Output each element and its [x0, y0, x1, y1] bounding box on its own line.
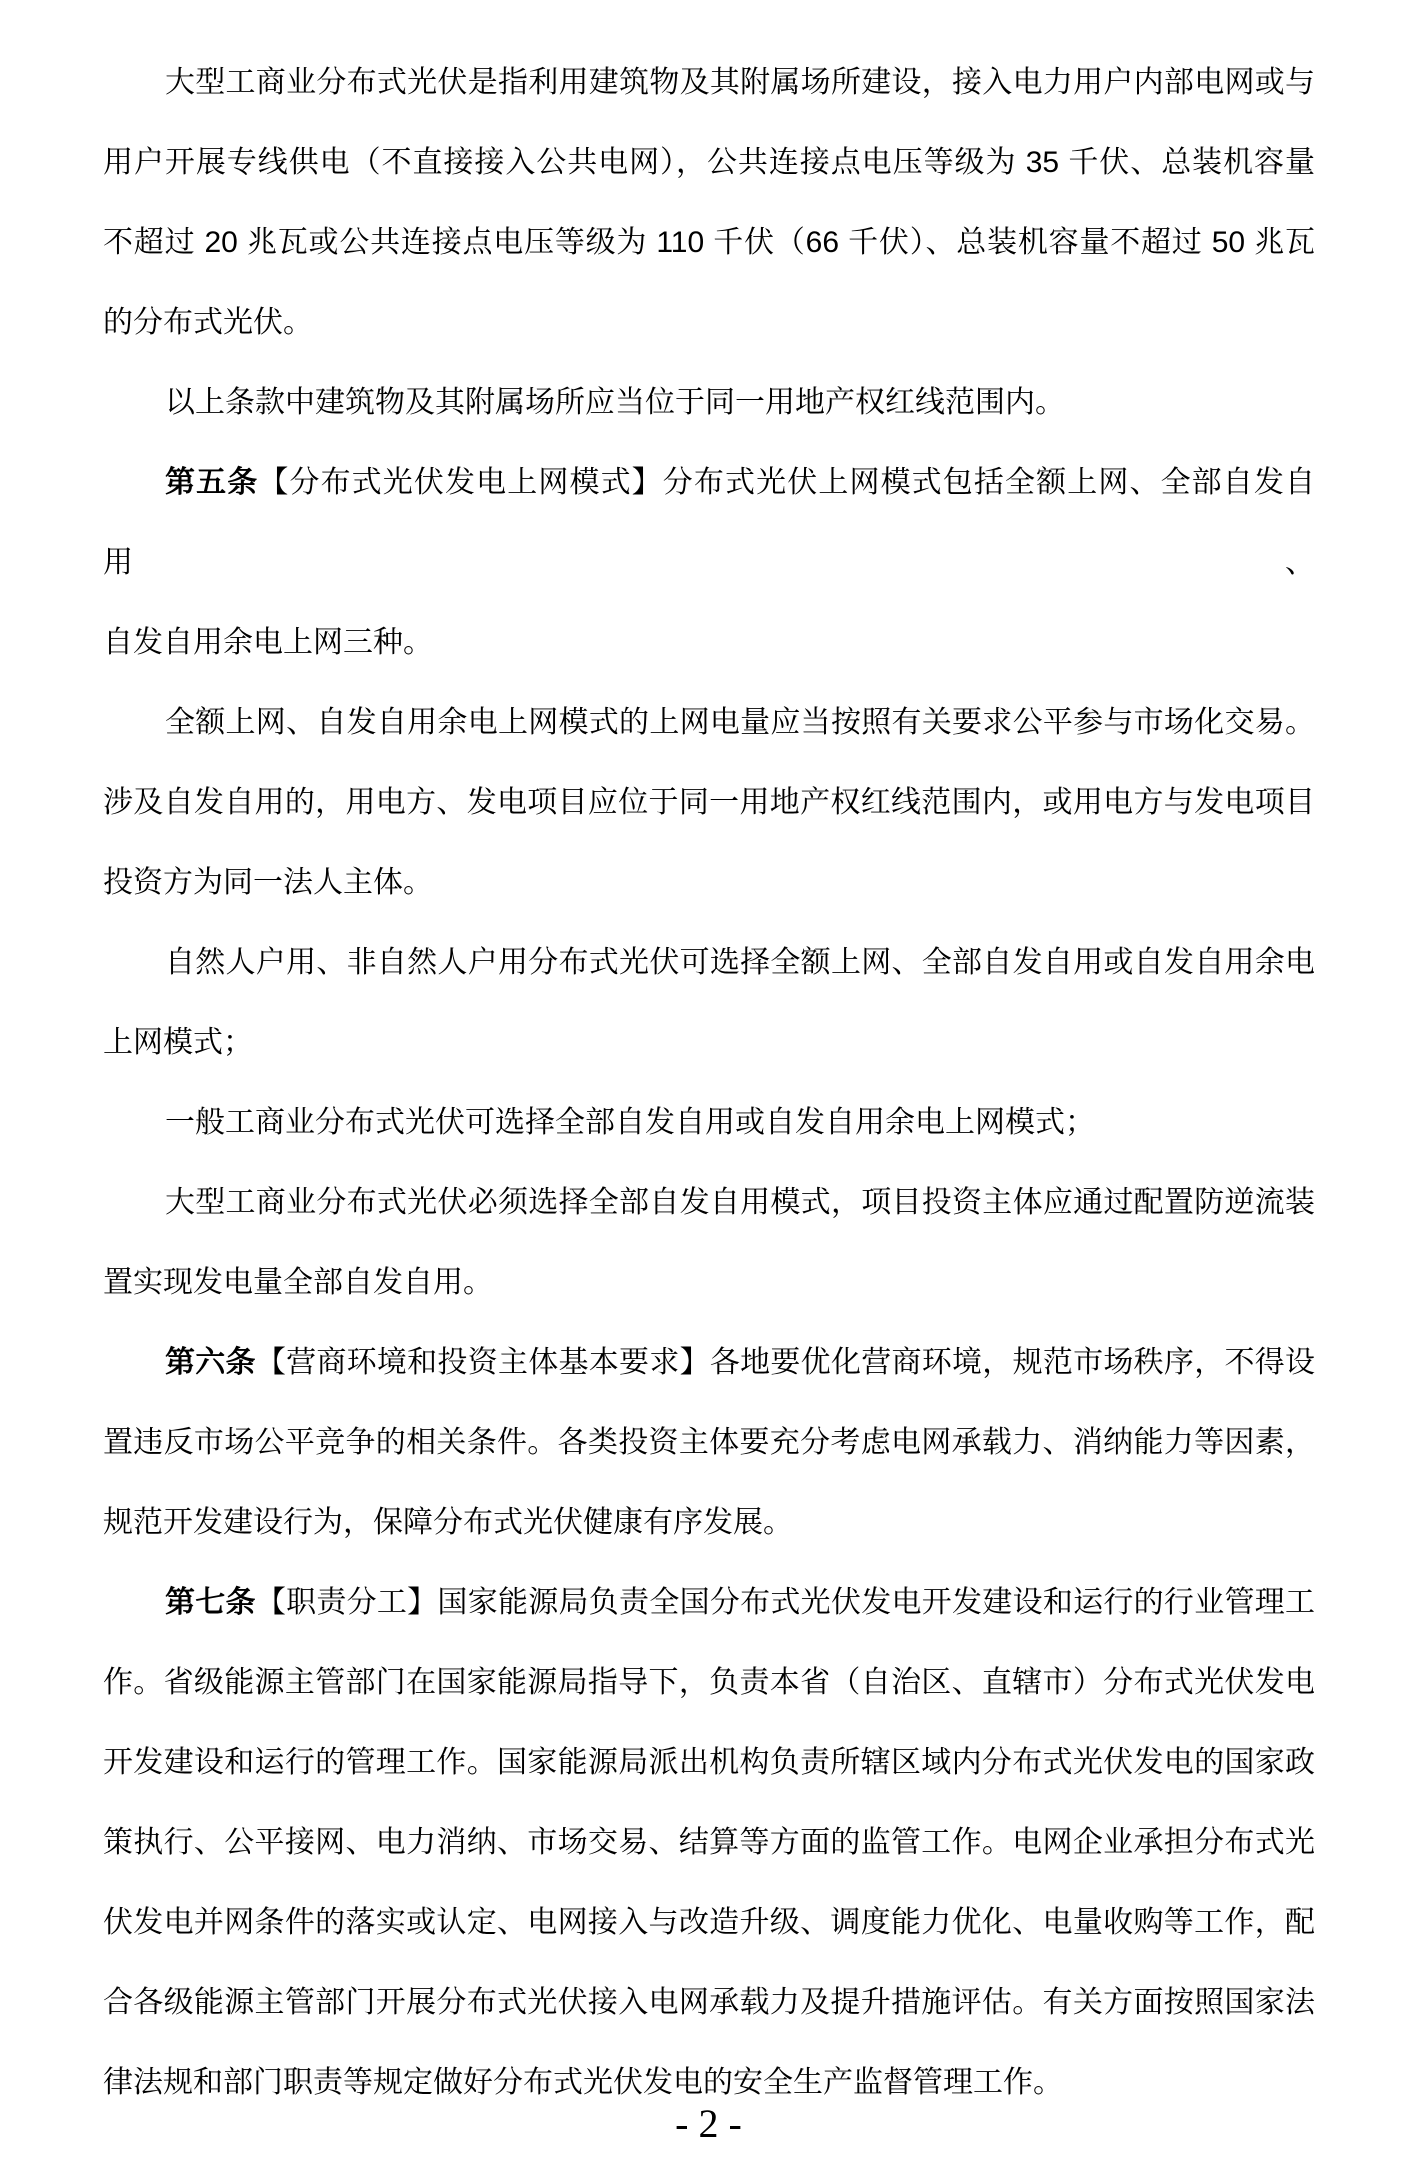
paragraph — [103, 363, 1315, 443]
paragraph — [103, 1563, 1315, 2123]
text-line — [103, 443, 1315, 603]
text-segment: 的分布式光伏。 — [103, 306, 313, 339]
article-number: 第五条 — [165, 466, 259, 499]
text-segment: 全额上网、自发自用余电上网模式的上网电量应当按照有关要求公平参与市场化交易。 — [165, 706, 1315, 739]
text-segment: 置违反市场公平竞争的相关条件。各类投资主体要充分考虑电网承载力、消纳能力等因素， — [103, 1426, 1315, 1459]
text-line — [103, 283, 1315, 363]
page-number: - 2 - — [675, 2101, 742, 2146]
text-line — [103, 1803, 1315, 1883]
text-line — [103, 1403, 1315, 1483]
text-line — [103, 1243, 1315, 1323]
article-number: 第七条 — [165, 1586, 256, 1619]
text-segment: 开发建设和运行的管理工作。国家能源局派出机构负责所辖区域内分布式光伏发电的国家政 — [103, 1746, 1315, 1779]
paragraph — [103, 43, 1315, 363]
text-segment: 大型工商业分布式光伏必须选择全部自发自用模式，项目投资主体应通过配置防逆流装 — [165, 1186, 1315, 1219]
text-segment: 大型工商业分布式光伏是指利用建筑物及其附属场所建设，接入电力用户内部电网或与 — [165, 66, 1315, 99]
text-line — [103, 43, 1315, 123]
text-line — [103, 1003, 1315, 1083]
text-line — [103, 1563, 1315, 1643]
text-line — [103, 1723, 1315, 1803]
text-segment: 【营商环境和投资主体基本要求】各地要优化营商环境，规范市场秩序，不得设 — [255, 1346, 1316, 1379]
text-segment: 上网模式； — [103, 1026, 253, 1059]
text-segment: 自发自用余电上网三种。 — [103, 626, 433, 659]
text-segment: 规范开发建设行为，保障分布式光伏健康有序发展。 — [103, 1506, 793, 1539]
page-footer — [0, 2100, 1417, 2148]
text-segment: 一般工商业分布式光伏可选择全部自发自用或自发自用余电上网模式； — [165, 1106, 1095, 1139]
text-line — [103, 123, 1315, 203]
paragraph — [103, 1163, 1315, 1323]
text-segment: 涉及自发自用的，用电方、发电项目应位于同一用地产权红线范围内，或用电方与发电项目 — [103, 786, 1315, 819]
paragraph — [103, 443, 1315, 683]
text-line — [103, 923, 1315, 1003]
text-segment: 不超过 20 兆瓦或公共连接点电压等级为 110 千伏（66 千伏）、总装机容量不超过 50 兆瓦 — [103, 226, 1315, 259]
text-segment: 以上条款中建筑物及其附属场所应当位于同一用地产权红线范围内。 — [165, 386, 1065, 419]
article-number: 第六条 — [165, 1346, 256, 1379]
text-line — [103, 843, 1315, 923]
paragraph — [103, 1323, 1315, 1563]
text-line — [103, 683, 1315, 763]
text-segment: 置实现发电量全部自发自用。 — [103, 1266, 493, 1299]
text-segment: 【分布式光伏发电上网模式】分布式光伏上网模式包括全额上网、全部自发自用、 — [103, 466, 1316, 579]
text-line — [103, 1483, 1315, 1563]
text-segment: 伏发电并网条件的落实或认定、电网接入与改造升级、调度能力优化、电量收购等工作，配 — [103, 1906, 1315, 1939]
text-segment: 策执行、公平接网、电力消纳、市场交易、结算等方面的监管工作。电网企业承担分布式光 — [103, 1826, 1315, 1859]
text-line — [103, 763, 1315, 843]
text-line — [103, 203, 1315, 283]
paragraph — [103, 923, 1315, 1083]
text-line — [103, 1963, 1315, 2043]
text-segment: 自然人户用、非自然人户用分布式光伏可选择全额上网、全部自发自用或自发自用余电 — [165, 946, 1315, 979]
text-segment: 【职责分工】国家能源局负责全国分布式光伏发电开发建设和运行的行业管理工 — [255, 1586, 1316, 1619]
text-segment: 律法规和部门职责等规定做好分布式光伏发电的安全生产监督管理工作。 — [103, 2066, 1063, 2099]
text-line — [103, 1883, 1315, 1963]
text-segment: 用户开展专线供电（不直接接入公共电网），公共连接点电压等级为 35 千伏、总装机容量 — [103, 146, 1315, 179]
text-line — [103, 1083, 1315, 1163]
text-line — [103, 1163, 1315, 1243]
text-line — [103, 1323, 1315, 1403]
document-body — [103, 43, 1315, 2123]
text-line — [103, 603, 1315, 683]
text-line — [103, 363, 1315, 443]
paragraph — [103, 1083, 1315, 1163]
text-segment: 投资方为同一法人主体。 — [103, 866, 433, 899]
text-segment: 合各级能源主管部门开展分布式光伏接入电网承载力及提升措施评估。有关方面按照国家法 — [103, 1986, 1315, 2019]
text-segment: 作。省级能源主管部门在国家能源局指导下，负责本省（自治区、直辖市）分布式光伏发电 — [103, 1666, 1315, 1699]
paragraph — [103, 683, 1315, 923]
text-line — [103, 1643, 1315, 1723]
